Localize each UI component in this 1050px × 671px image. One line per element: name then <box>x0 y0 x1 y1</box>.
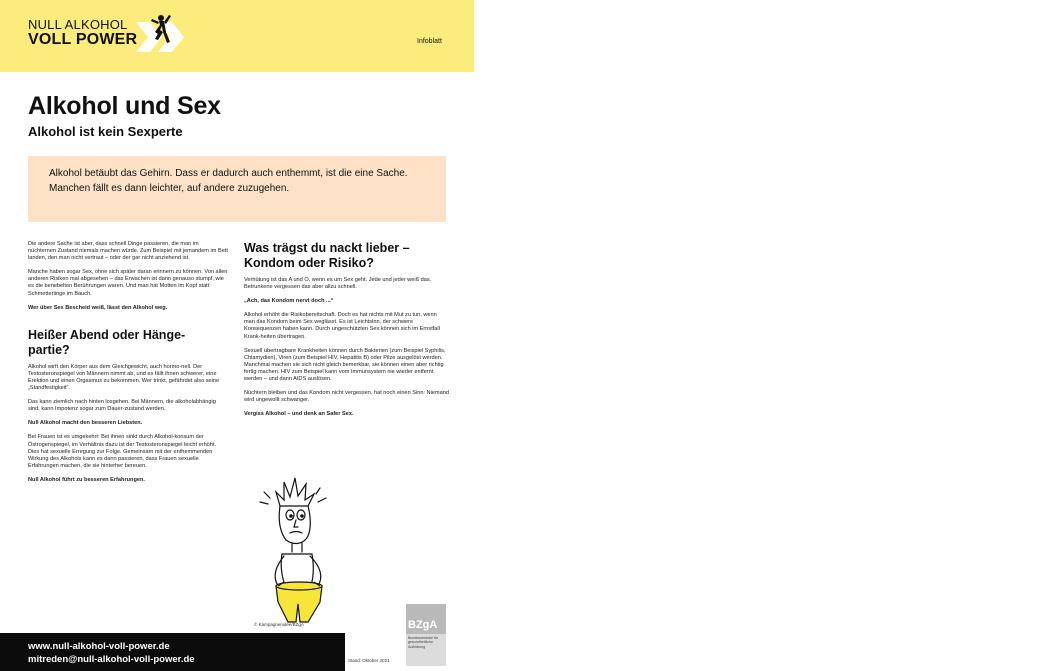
left-paragraph-3: Alkohol wirft den Körper aus dem Gleichgewicht, auch hormo-nell. Der Testosteronspiegel von Männern nimmt ab, und es fällt ihnen schwerer, eine Erektion und einen Orgasmus zu bekommen. Wer trinkt, gefährdet also seine „Standfestigkeit“. <box>28 363 220 392</box>
left-column <box>28 241 228 491</box>
right-column <box>244 241 449 425</box>
right-quote: „Ach, das Kondom nervt doch ...“ <box>244 298 334 305</box>
bzga-mark: BZgA <box>408 619 438 631</box>
illustration-credit: © Kampagnenidee/BZgA <box>254 622 304 627</box>
intro-box <box>28 156 446 222</box>
left-paragraph-1: Die andere Sache ist aber, dass schnell Dinge passieren, die man im nüchternen Zustand niemals machen würde. Zum Beispiel mit jemandem im Bett landen, den man nicht vertraut – oder der gar nicht anziehend ist. <box>28 241 228 262</box>
left-heading-2: Heißer Abend oder Hänge-partie? <box>28 327 186 357</box>
campaign-logo-icon <box>136 10 196 60</box>
brand-line-1: NULL ALKOHOL <box>28 17 128 32</box>
left-bold-3: Null Alkohol führt zu besseren Erfahrungen. <box>28 476 145 483</box>
infosheet-page <box>0 0 474 671</box>
footer-url-link[interactable]: www.null-alkohol-voll-power.de <box>28 641 170 652</box>
left-paragraph-5: Bei Frauen ist es umgekehrt: Bei ihnen sinkt durch Alkohol-konsum der Östrogenspiegel, im Verhältnis dazu ist der Testosteronspiegel leicht erhöht. Dies hat sexuelle Erregung zur Folge. Gemeinsam mit der enthemmenden Wirkung des Alkohols kann es dann passieren, dass Frauen sexuelle Erfahrungen machen, die sie hinterher bereuen. <box>28 434 217 469</box>
page-subtitle: Alkohol ist kein Sexperte <box>28 124 183 139</box>
left-bold-2: Null Alkohol macht den besseren Liebsten. <box>28 420 143 427</box>
page-title: Alkohol und Sex <box>28 92 221 120</box>
right-paragraph-3: Sexuell übertragbare Krankheiten können durch Bakterien (zum Beispiel Syphilis, Chlamydien), Viren (zum Beispiel HIV, Hepatitis B) oder Pilze ausgelöst werden. Manchmal machen sie sich nicht gleich bemerkbar, sie können einen aber richtig fertig machen. HIV zum Beispiel kann vom Immunsystem nie wieder entfernt werden – und dann AIDS auslösen. <box>244 347 446 383</box>
left-paragraph-4: Das kann ziemlich nach hinten losgehen. Bei Männern, die alkoholabhängig sind, kann Impotenz sogar zum Dauer-zustand werden. <box>28 399 216 413</box>
right-heading: Was trägst du nackt lieber – Kondom oder Risiko? <box>244 241 410 270</box>
left-paragraph-2: Manche haben sogar Sex, ohne sich später daran erinnern zu können. Von allen anderen Risiken mal abgesehen – das Erwachen ist dann genauso stumpf, wie es die benebelten Berührungen waren. Und man hat Motten im Kopf statt Schmetterlinge im Bauch. <box>28 269 228 297</box>
footer-email-link[interactable]: mitreden@null-alkohol-voll-power.de <box>28 654 195 665</box>
right-paragraph-2: Alkohol erhöht die Risikobereitschaft. Doch es hat nichts mit Mut zu tun, wenn man das Kondom beim Sex weglässt. Es ist Leichtsinn, der schwere Konsequenzen haben kann. Durch ungeschützten Sex können sich im Ernstfall Krank-heiten übertragen. <box>244 312 440 340</box>
cartoon-man-illustration <box>250 470 360 625</box>
bzga-logo <box>406 604 446 666</box>
intro-text: Alkohol betäubt das Gehirn. Dass er dadurch auch enthemmt, ist die eine Sache. Manchen fällt es dann leichter, auf andere zuzugehen. <box>49 168 408 194</box>
brand-line-2: VOLL POWER <box>28 31 138 48</box>
footer-band <box>0 633 345 671</box>
right-paragraph-1: Verhütung ist das A und O, wenn es um Sex geht. Jede und jeder weiß das. Betrunkene vergessen das aber allzu schnell. <box>244 277 432 291</box>
right-bold: Vergiss Alkohol – und denk an Safer Sex. <box>244 411 354 418</box>
left-bold-1: Wer über Sex Bescheid weiß, lässt den Alkohol weg. <box>28 304 168 311</box>
stand-date: Stand: Oktober 2021 <box>348 658 390 663</box>
bzga-subtitle: Bundeszentrale für gesundheitliche Aufklärung <box>408 636 439 649</box>
right-paragraph-4: Nüchtern bleiben und das Kondom nicht vergessen, hat noch einen Sinn: Niemand wird ungewollt schwanger. <box>244 390 449 404</box>
doc-type-label: Infoblatt <box>417 38 442 45</box>
